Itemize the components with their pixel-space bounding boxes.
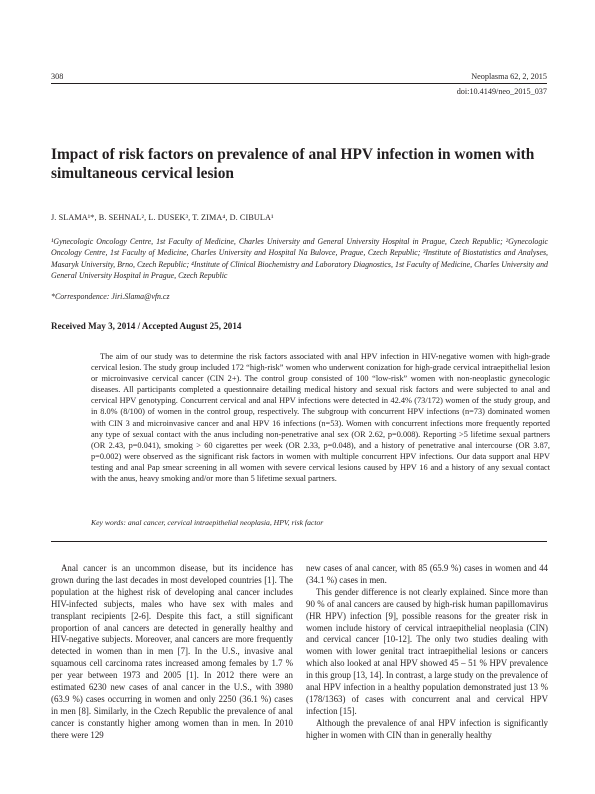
keywords: Key words: anal cancer, cervical intraepithelial neoplasia, HPV, risk factor [91,518,324,527]
page-number: 308 [51,72,64,81]
section-rule [51,541,547,542]
abstract-text: The aim of our study was to determine the risk factors associated with anal HPV infection in HIV-negative women with high-grade cervical lesion. The study group included 172 “high-risk” women who underwent conization for high-grade cervical intraepithelial lesion or microinvasive cervical cancer (CIN 2+). The control group consisted of 100 “low-risk” women with non-neoplastic gynecologic diseases. All participants completed a questionnaire detailing medical history and sexual risk factors and were subjected to anal and cervical HPV genotyping. Concurrent cervical and anal HPV infections were detected in 42.4% (73/172) women of the study group, and in 8.0% (8/100) of women in the control group, respectively. The subgroup with concurrent HPV infections (n=73) dominated women with CIN 3 and microinvasive cancer and anal HPV 16 infections (n=53). Women with concurrent infections more frequently reported any type of sexual contact with the anus including non-penetrative anal sex (OR 2.62, p=0.008). Reporting >5 lifetime sexual partners (OR 2.43, p=0.041), smoking > 60 cigarettes per week (OR 2.33, p=0.048), and a history of penetrative anal intercourse (OR 3.87, p=0.002) were observed as the significant risk factors in women with multiple concurrent HPV infections. Our data support anal HPV testing and anal Pap smear screening in all women with severe cervical lesions caused by HPV 16 and a history of any sexual contact with the anus, heavy smoking and/or more than 5 lifetime sexual partners. [91,352,550,484]
doi[interactable]: doi:10.4149/neo_2015_037 [456,87,547,96]
correspondence-email[interactable]: *Correspondence: Jiri.Slama@vfn.cz [51,292,170,301]
body-paragraph: This gender difference is not clearly explained. Since more than 90 % of anal cancers are caused by high-risk human papillomavirus (HR HPV) infection [9], possible reasons for the greater risk in women include history of cervical intraepithelial neoplasia (CIN) and cervical cancer [10-12]. The only two studies dealing with women with lower genital tract intraepithelial lesions or cancers which also looked at anal HPV showed 45 – 51 % HPV prevalence in this group [13, 14]. In contrast, a large study on the prevalence of anal HPV infection in a healthy population demonstrated just 13 % (178/1363) of cases with concurrent anal and cervical HPV infection [15]. [306,586,548,716]
body-paragraph: Anal cancer is an uncommon disease, but its incidence has grown during the last decades in most developed countries [1]. The population at the highest risk of developing anal cancer includes HIV-infected subjects, males who have sex with males and transplant recipients [2-6]. Despite this fact, a still significant proportion of anal cancers are detected in generally healthy and HIV-negative subjects. Moreover, anal cancers are more frequently detected in women than in men [7]. In the U.S., invasive anal squamous cell carcinoma rates increased among females by 1.7 % per year between 1973 and 2005 [1]. In 2012 there were an estimated 6230 new cases of anal cancer in the U.S., with 3980 (63.9 %) cases occurring in women and only 2250 (36.1 %) cases in men [8]. Similarly, in the Czech Republic the prevalence of anal cancer is constantly higher among women than in men. In 2010 there were 129 [51,563,293,740]
body-column-right [306,563,548,742]
received-accepted-dates: Received May 3, 2014 / Accepted August 25, 2014 [51,321,242,331]
author-list: J. SLAMA¹*, B. SEHNAL², L. DUSEK³, T. ZIMA⁴, D. CIBULA¹ [51,213,274,222]
affiliations: ¹Gynecologic Oncology Centre, 1st Faculty of Medicine, Charles University and General University Hospital in Prague, Czech Republic; ²Gynecologic Oncology Centre, 1st Faculty of Medicine, Charles University and Hospital Na Bulovce, Prague, Czech Republic; ³Institute of Biostatistics and Analyses, Masaryk University, Brno, Czech Republic; ⁴Institute of Clinical Biochemistry and Laboratory Diagnostics, 1st Faculty of Medicine, Charles University and General University Hospital in Prague, Czech Republic [51,237,548,281]
body-column-left [51,563,293,742]
body-paragraph: Although the prevalence of anal HPV infection is significantly higher in women with CIN than in generally healthy [306,717,548,740]
header-rule [51,83,547,84]
article-title: Impact of risk factors on prevalence of anal HPV infection in women with simultaneous cervical lesion [51,146,535,182]
abstract [91,351,550,484]
body-paragraph: new cases of anal cancer, with 85 (65.9 %) cases in women and 44 (34.1 %) cases in men. [306,563,548,585]
journal-citation: Neoplasma 62, 2, 2015 [471,72,547,81]
